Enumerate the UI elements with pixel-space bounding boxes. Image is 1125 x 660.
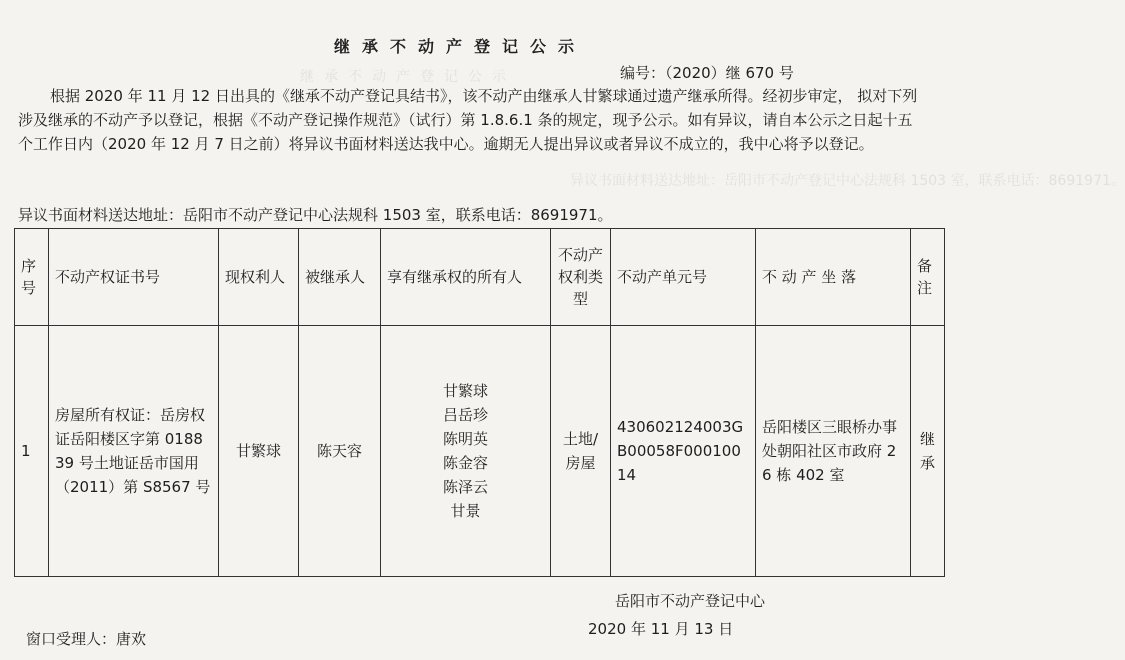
issue-date: 2020 年 11 月 13 日	[588, 620, 734, 638]
bleed-through-title: 继承不动产登记公示	[300, 69, 516, 85]
page-title: 继承不动产登记公示	[333, 37, 586, 56]
header-heirs: 享有继承权的所有人	[381, 229, 551, 326]
document-number: 编号：（2020）继 670 号	[620, 64, 794, 82]
header-location: 不 动 产 坐 落	[756, 229, 911, 326]
cell-cert: 房屋所有权证：岳房权证岳阳楼区字第 018839 号土地证岳市国用（2011）第 S8567 号	[49, 326, 219, 577]
issuing-office: 岳阳市不动产登记中心	[615, 592, 766, 610]
heir-name: 甘景	[450, 502, 481, 520]
heir-name: 陈明英	[442, 430, 488, 448]
cell-remark: 继承	[911, 326, 945, 577]
header-unit-no: 不动产单元号	[611, 229, 756, 326]
cell-seq: 1	[15, 326, 49, 577]
cell-heirs	[381, 326, 551, 577]
window-agent: 窗口受理人：唐欢	[26, 630, 147, 648]
registration-table	[14, 228, 945, 577]
header-cert: 不动产权证书号	[49, 229, 219, 326]
objection-address: 异议书面材料送达地址：岳阳市不动产登记中心法规科 1503 室，联系电话：8691971。	[18, 206, 613, 224]
header-holder: 现权利人	[219, 229, 299, 326]
header-deceased: 被继承人	[299, 229, 381, 326]
bleed-through-text: 异议书面材料送达地址：岳阳市不动产登记中心法规科 1503 室，联系电话：8691971。	[570, 173, 1125, 189]
heir-name: 甘繁球	[442, 382, 488, 400]
heir-name: 陈金容	[442, 454, 488, 472]
cell-unit-no: 430602124003GB00058F00010014	[611, 326, 756, 577]
header-seq: 序号	[15, 229, 49, 326]
cell-deceased: 陈天容	[299, 326, 381, 577]
heir-name: 吕岳珍	[442, 406, 488, 424]
header-remark: 备注	[911, 229, 945, 326]
cell-holder: 甘繁球	[219, 326, 299, 577]
heir-name: 陈泽云	[442, 478, 488, 496]
cell-right-type: 土地/房屋	[551, 326, 611, 577]
cell-location: 岳阳楼区三眼桥办事处朝阳社区市政府 26 栋 402 室	[756, 326, 911, 577]
table-header-row	[15, 229, 945, 326]
announcement-body: 根据 2020 年 11 月 12 日出具的《继承不动产登记具结书》，该不动产由继承人甘繁球通过遗产继承所得。经初步审定， 拟对下列涉及继承的不动产予以登记，根据《不动产登记操作规范》（试行）第 1.8.6.1 条的规定，现予公示。如有异议，请自本公示之日起十五个工作日内（2020 年 12 月 7 日之前）将异议书面材料送达我中心。逾期无人提出异议或者异议不成立的，我中心将予以登记。	[18, 87, 918, 153]
table-row	[15, 326, 945, 577]
header-right-type: 不动产权利类型	[551, 229, 611, 326]
